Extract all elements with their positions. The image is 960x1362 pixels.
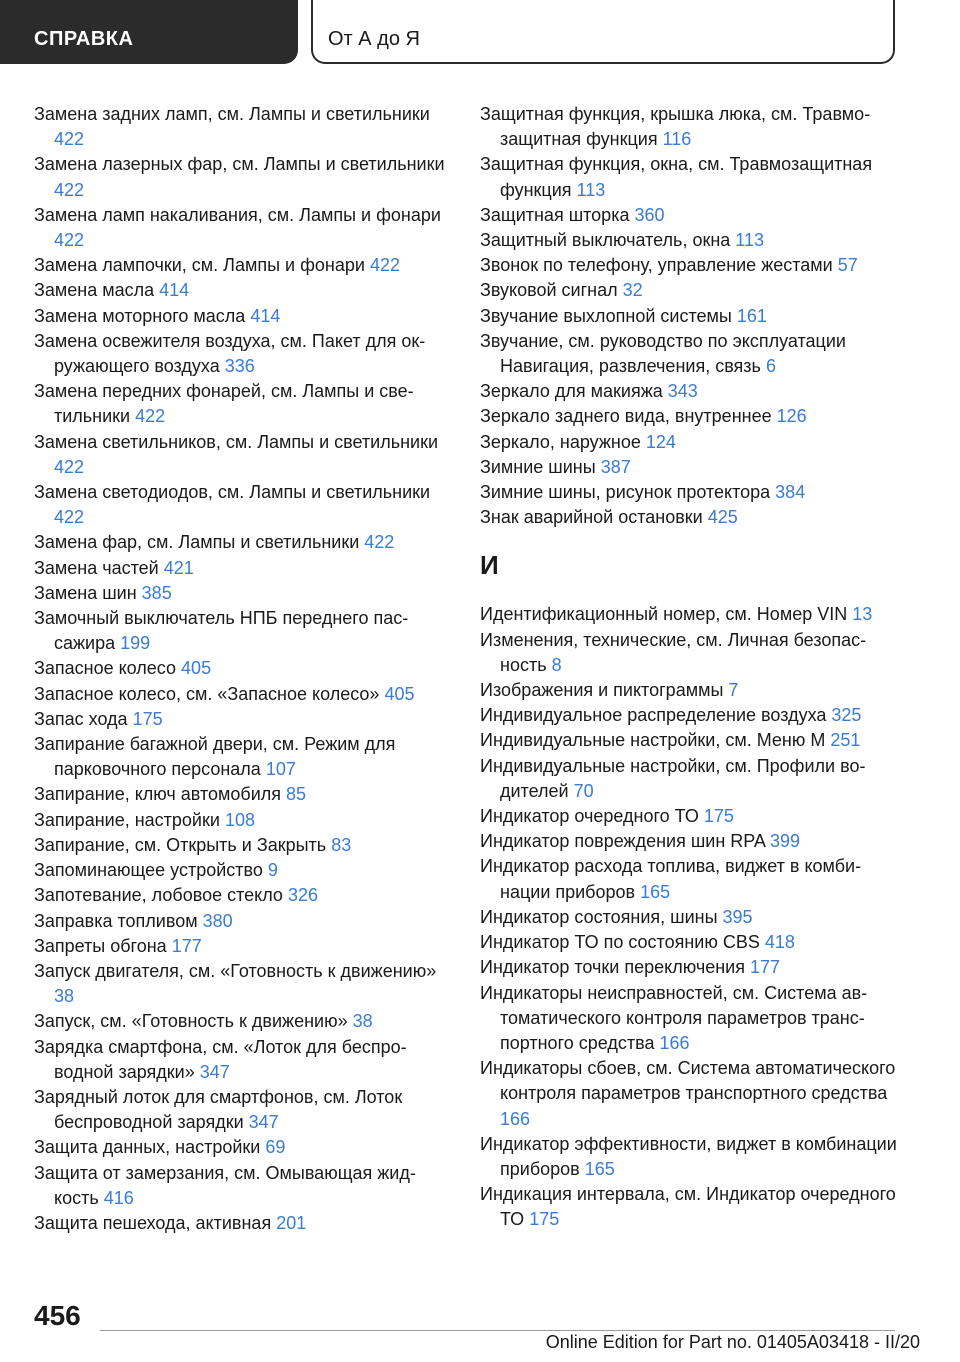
entry-term: Запасное колесо, см. «Запасное колесо» [34,683,380,704]
entry-page-link[interactable]: 7 [728,680,739,701]
entry-page-link[interactable]: 116 [662,129,692,150]
entry-page-link[interactable]: 126 [776,406,807,427]
entry-term: Замена задних ламп, см. Лампы и светильники [34,104,430,124]
entry-term: Индикатор эффективности, виджет в комбинации приборов [480,1133,897,1179]
entry-term: Запоминающее устройство [34,860,263,881]
index-entry [34,581,446,606]
index-entry [480,228,900,253]
entry-page-link[interactable]: 414 [159,280,190,301]
entry-page-link[interactable]: 113 [576,179,606,200]
entry-page-link[interactable]: 177 [171,935,202,956]
entry-page-link[interactable]: 336 [224,356,255,377]
entry-page-link[interactable]: 360 [634,204,665,225]
index-entry [34,732,446,782]
entry-term: Зеркало заднего вида, внутреннее [480,406,772,427]
entry-term: Индикатор очередного ТО [480,806,699,827]
entry-page-link[interactable]: 405 [181,658,212,679]
entry-term: Изменения, технические, см. Личная безопасность [480,629,867,675]
index-entry [480,102,900,152]
entry-page-link[interactable]: 57 [837,255,858,276]
entry-term: Замена передних фонарей, см. Лампы и светильники [34,381,414,427]
footer-divider [100,1330,895,1331]
subsection-title: От А до Я [328,28,420,50]
entry-term: Знак аварийной остановки [480,507,703,528]
entry-term: Запирание, ключ автомобиля [34,784,282,805]
entry-page-link[interactable]: 422 [54,129,85,150]
entry-term: Запуск двигателя, см. «Готовность к движению» [34,960,437,981]
entry-term: Защитная функция, окна, см. Травмозащитная функция [480,154,873,200]
entry-term: Индикатор расхода топлива, виджет в комбинации приборов [480,856,862,902]
index-entry [34,909,446,934]
entry-term: Зимние шины [480,456,596,477]
index-entry [480,404,900,429]
entry-page-link[interactable]: 422 [54,507,85,528]
index-entry [34,379,446,429]
entry-term: Индивидуальные настройки, см. Профили водителей [480,755,866,801]
entry-term: Индикатор повреждения шин RPA [480,831,765,852]
entry-term: Запреты обгона [34,935,167,956]
entry-term: Замена фар, см. Лампы и светильники [34,532,360,553]
entry-term: Замена частей [34,557,159,578]
entry-page-link[interactable]: 405 [384,683,415,704]
index-entry [34,808,446,833]
entry-term: Замена масла [34,280,155,301]
entry-term: Индикатор точки переключения [480,957,745,978]
index-entry [480,905,900,930]
entry-page-link[interactable]: 161 [736,305,767,326]
entry-page-link[interactable]: 425 [707,507,738,528]
entry-term: Звуковой сигнал [480,280,618,301]
entry-term: Замена светильников, см. Лампы и светильники [34,431,439,452]
index-entry [34,858,446,883]
index-entry [480,1132,900,1182]
entry-term: Защитная функция, крышка люка, см. Травмозащитная функция [480,104,871,150]
index-entry [480,430,900,455]
entry-page-link[interactable]: 166 [500,1108,531,1129]
entry-page-link[interactable]: 175 [529,1209,560,1230]
entry-page-link[interactable]: 8 [551,654,562,675]
index-entry [480,728,900,753]
index-entry [480,754,900,804]
index-entry [480,854,900,904]
index-entry [34,1085,446,1135]
entry-page-link[interactable]: 32 [622,280,643,301]
entry-page-link[interactable]: 422 [54,179,85,200]
index-entry [34,1211,446,1236]
entry-page-link[interactable]: 38 [54,986,75,1007]
entry-term: Защита от замерзания, см. Омывающая жидкость [34,1162,416,1208]
entry-term: Заправка топливом [34,910,198,931]
entry-term: Индикация интервала, см. Индикатор очередного ТО [480,1184,896,1230]
entry-page-link[interactable]: 422 [54,230,85,251]
entry-page-link[interactable]: 387 [600,456,631,477]
index-entry [480,955,900,980]
entry-term: Индикатор ТО по состоянию CBS [480,932,760,953]
entry-term: Замена лазерных фар, см. Лампы и светильники [34,154,445,175]
index-entry [34,556,446,581]
entry-page-link[interactable]: 13 [852,604,873,625]
entry-page-link[interactable]: 166 [659,1032,690,1053]
index-entry [480,329,900,379]
entry-term: Зарядный лоток для смартфонов, см. Лоток беспроводной зарядки [34,1086,403,1133]
entry-page-link[interactable]: 325 [831,705,862,726]
entry-page-link[interactable]: 69 [265,1137,286,1158]
entry-page-link[interactable]: 395 [722,906,753,927]
subsection-tab [311,0,895,64]
entry-page-link[interactable]: 85 [286,784,307,805]
index-entry [34,959,446,1009]
entry-page-link[interactable]: 343 [667,381,698,402]
entry-page-link[interactable]: 107 [265,759,296,780]
entry-term: Защитная шторка [480,204,630,225]
entry-term: Замена шин [34,582,137,603]
entry-term: Запотевание, лобовое стекло [34,885,283,906]
entry-page-link[interactable]: 418 [764,932,795,953]
index-entry [480,455,900,480]
entry-term: Звучание, см. руководство по эксплуатации Навигация, развлечения, связь [480,330,846,377]
entry-term: Замочный выключатель НПБ переднего пассажира [34,608,409,654]
entry-page-link[interactable]: 385 [141,582,172,603]
entry-page-link[interactable]: 124 [645,431,676,452]
entry-term: Замена лампочки, см. Лампы и фонари [34,255,365,276]
entry-term: Звучание выхлопной системы [480,305,732,326]
entry-term: Запас хода [34,708,128,729]
index-group-z [480,102,900,530]
footer-edition: Online Edition for Part no. 01405A03418 - II/20 [545,1332,920,1352]
index-entry [34,1135,446,1160]
index-entry [34,656,446,681]
index-entry [34,1009,446,1034]
entry-page-link[interactable]: 6 [765,356,776,377]
entry-term: Зеркало для макияжа [480,381,663,402]
entry-page-link[interactable]: 165 [640,881,671,902]
index-entry [480,829,900,854]
entry-term: Зеркало, наружное [480,431,641,452]
index-entry [480,505,900,530]
index-entry [480,278,900,303]
entry-term: Запирание, настройки [34,809,220,830]
index-entry [34,934,446,959]
entry-page-link[interactable]: 384 [775,482,806,503]
index-entry [480,930,900,955]
entry-page-link[interactable]: 83 [331,834,352,855]
index-entry [34,606,446,656]
entry-term: Индикатор состояния, шины [480,906,718,927]
entry-page-link[interactable]: 347 [248,1112,279,1133]
section-tab [0,0,298,64]
index-entry [34,203,446,253]
index-entry [34,480,446,530]
index-entry [480,480,900,505]
entry-page-link[interactable]: 421 [163,557,194,578]
index-entry [34,304,446,329]
entry-page-link[interactable]: 422 [54,456,85,477]
index-entry [34,530,446,555]
entry-term: Запуск, см. «Готовность к движению» [34,1011,348,1032]
index-entry [34,682,446,707]
entry-page-link[interactable]: 175 [703,806,734,827]
index-entry [480,804,900,829]
entry-page-link[interactable]: 177 [749,957,781,978]
entry-term: Защитный выключатель, окна [480,230,731,251]
entry-term: Замена освежителя воздуха, см. Пакет для окружающего воздуха [34,330,426,377]
index-entry [34,329,446,379]
index-entry [480,203,900,228]
entry-page-link[interactable]: 199 [120,633,151,654]
entry-page-link[interactable]: 251 [830,730,861,751]
index-entry [480,981,900,1057]
entry-page-link[interactable]: 347 [199,1061,230,1082]
entry-term: Индивидуальное распределение воздуха [480,705,827,726]
index-entry [480,304,900,329]
entry-page-link[interactable]: 414 [250,305,281,326]
entry-page-link[interactable]: 201 [276,1212,307,1233]
page-number: 456 [34,1300,81,1331]
index-entry [34,152,446,202]
index-entry [34,253,446,278]
index-column-right [480,102,900,1233]
entry-page-link[interactable]: 380 [202,910,233,931]
entry-term: Замена ламп накаливания, см. Лампы и фонари [34,204,441,225]
entry-page-link[interactable]: 165 [584,1158,615,1179]
entry-page-link[interactable]: 326 [287,885,319,906]
entry-term: Индивидуальные настройки, см. Меню M [480,730,826,751]
index-entry [34,430,446,480]
index-entry [480,379,900,404]
entry-term: Зимние шины, рисунок протектора [480,482,771,503]
entry-page-link[interactable]: 422 [135,406,166,427]
entry-page-link[interactable]: 399 [769,831,801,852]
entry-term: Замена светодиодов, см. Лампы и светильники [34,482,431,503]
entry-term: Индикаторы неисправностей, см. Система автоматического контроля параметров транспортного средства [480,982,868,1053]
index-entry [34,707,446,732]
entry-page-link[interactable]: 416 [103,1187,134,1208]
section-title: СПРАВКА [34,28,134,50]
index-entry [34,1035,446,1085]
index-entry [34,883,446,908]
index-entry [480,703,900,728]
index-entry [480,1056,900,1132]
entry-page-link[interactable]: 422 [364,532,395,553]
index-entry [34,833,446,858]
entry-term: Изображения и пиктограммы [480,680,724,701]
index-entry [480,678,900,703]
index-entry [34,1161,446,1211]
index-entry [480,253,900,278]
entry-term: Защита данных, настройки [34,1137,261,1158]
entry-term: Зарядка смартфона, см. «Лоток для беспроводной зарядки» [34,1036,407,1082]
entry-term: Запасное колесо [34,658,177,679]
entry-page-link[interactable]: 38 [352,1011,373,1032]
entry-term: Запирание, см. Открыть и Закрыть [34,834,327,855]
entry-term: Индикаторы сбоев, см. Система автоматического контроля параметров транспортного средства [480,1058,896,1104]
entry-page-link[interactable]: 70 [573,780,594,801]
index-entry [34,278,446,303]
entry-term: Звонок по телефону, управление жестами [480,255,833,276]
entry-term: Замена моторного масла [34,305,246,326]
index-entry [480,1182,900,1232]
entry-page-link[interactable]: 175 [132,708,163,729]
index-entry [480,628,900,678]
entry-page-link[interactable]: 113 [735,230,764,251]
entry-page-link[interactable]: 108 [224,809,255,830]
index-column-left [34,102,446,1236]
index-entry [34,782,446,807]
entry-page-link[interactable]: 422 [369,255,400,276]
entry-term: Запирание багажной двери, см. Режим для парковочного персонала [34,734,396,780]
entry-page-link[interactable]: 9 [267,860,278,881]
index-group-i [480,602,900,1232]
index-entry [34,102,446,152]
letter-heading: И [480,550,499,581]
entry-term: Идентификационный номер, см. Номер VIN [480,604,848,625]
entry-term: Защита пешехода, активная [34,1212,272,1233]
index-entry [480,602,900,627]
index-entry [480,152,900,202]
